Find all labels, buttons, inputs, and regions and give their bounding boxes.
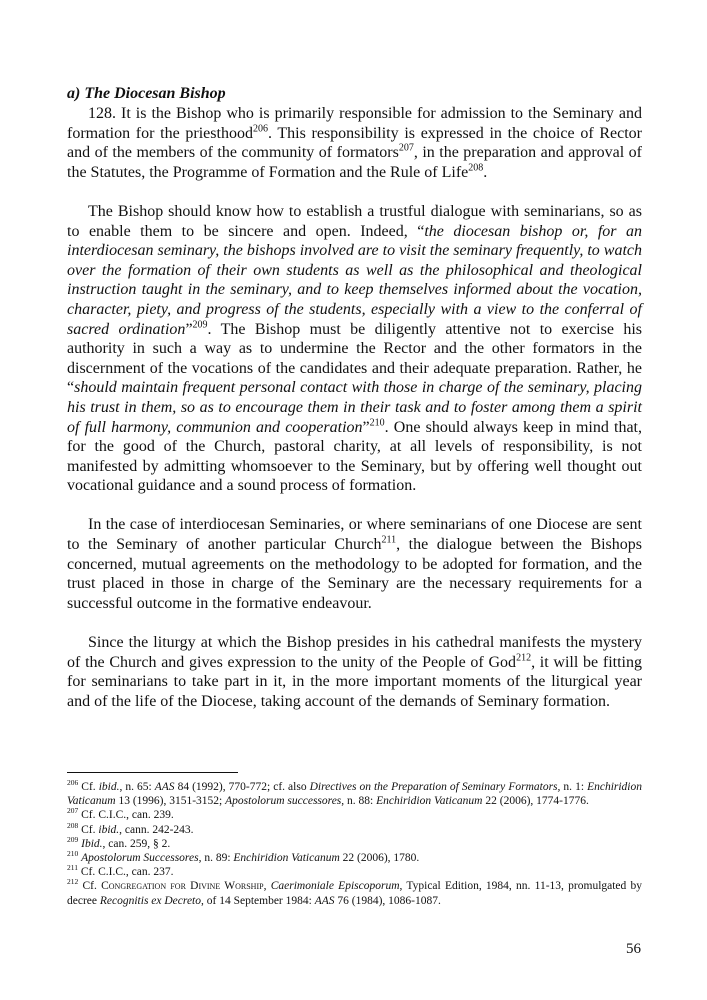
- footnote-208: [67, 820, 642, 837]
- footnote-number: 211: [67, 863, 78, 873]
- footnote-citation: ibid.: [98, 781, 120, 793]
- footnote-text: , Typical Edition, 1984, nn. 11-13, promulgated by decree: [67, 880, 643, 907]
- footnote-text: Cf.: [78, 880, 102, 893]
- paragraph-text: 128. It is the Bishop who is primarily responsible for admission to the Seminary and formation for the priesthood: [67, 105, 642, 142]
- footnote-number: 206: [67, 778, 79, 788]
- footnote-206: [67, 780, 642, 808]
- footnote-ref-209[interactable]: 209: [192, 319, 208, 331]
- footnote-number: 210: [67, 849, 79, 859]
- footnote-text: , n. 65:: [119, 781, 155, 793]
- footnote-citation: AAS: [154, 781, 175, 793]
- footnote-citation: Enchiridion Vaticanum: [67, 781, 643, 808]
- footnote-209: [67, 834, 642, 851]
- footnote-ref-212[interactable]: 212: [516, 652, 532, 664]
- footnote-text: 84 (1992), 770-772; cf. also: [174, 781, 310, 793]
- paragraph-text: , it will be fitting for seminarians to take part in it, in the more important moments of the liturgical year and of the life of the Diocese, taking account of the demands of Seminary formation.: [67, 653, 643, 710]
- paragraph-text: ”: [185, 320, 193, 338]
- footnote-citation: Apostolorum Successores: [81, 852, 199, 865]
- footnote-citation: Caerimoniale Episcoporum: [270, 880, 400, 893]
- paragraph-bishop-dialogue: [67, 202, 642, 496]
- footnote-text: , of 14 September 1984:: [201, 894, 315, 907]
- footnote-text: 76 (1984), 1086-1087.: [334, 894, 441, 907]
- footnote-number: 207: [67, 806, 79, 816]
- footnote-211: [67, 865, 642, 879]
- footnote-number: 209: [67, 834, 79, 844]
- footnote-citation: ibid.: [98, 823, 120, 836]
- paragraph-interdiocesan: [67, 515, 642, 613]
- footnote-text: 22 (2006), 1774-1776.: [482, 795, 589, 808]
- footnote-text: , n. 89:: [198, 852, 234, 865]
- paragraph-text: . One should always keep in mind that, for the good of the Church, pastoral charity, at all levels of responsibility, is not manifested by admitting whomsoever to the Seminary, but by offering well thought out vocational guidance and a sound process of formation.: [67, 418, 642, 495]
- footnote-separator: [67, 772, 238, 773]
- quotation: should maintain frequent personal contact with those in charge of the seminary, placing his trust in them, so as to encourage them in their task and to foster among them a spirit of full harmony, communion and cooperation: [67, 379, 642, 436]
- paragraph-text: , in the preparation and approval of the Statutes, the Programme of Formation and the Rule of Life: [67, 144, 643, 181]
- footnote-text: ,: [263, 880, 271, 893]
- footnote-text: Cf.: [78, 823, 99, 836]
- footnote-212: [67, 879, 642, 907]
- footnote-number: 212: [67, 877, 79, 887]
- footnote-text: 13 (1996), 3151-3152;: [115, 795, 226, 808]
- paragraph-text: . The Bishop must be diligently attentive not to exercise his authority in such a way as to undermine the Rector and the other formators in the discernment of the vocations of the candidates and their adequate preparation. Rather, he “: [67, 320, 643, 397]
- footnote-text: , cann. 242-243.: [119, 823, 194, 836]
- footnote-text: , can. 259, § 2.: [102, 837, 171, 850]
- footnote-number: 208: [67, 820, 79, 830]
- footnote-citation: Ibid.: [81, 837, 103, 850]
- footnote-citation: Apostolorum successores: [225, 795, 342, 808]
- footnote-text: Cf. C.I.C., can. 239.: [78, 809, 174, 822]
- footnote-text: 22 (2006), 1780.: [339, 852, 420, 865]
- footnote-text: Cf.: [78, 781, 99, 793]
- paragraph-liturgy: [67, 633, 642, 711]
- paragraph-text: The Bishop should know how to establish a trustful dialogue with seminarians, so as to enable them to be sincere and open. Indeed, “: [67, 202, 642, 240]
- footnote-207: [67, 808, 642, 822]
- footnote-ref-210[interactable]: 210: [369, 417, 385, 429]
- paragraph-text: In the case of interdiocesan Seminaries, or where seminarians of one Diocese are sent to the Seminary of another particular Church: [67, 516, 642, 554]
- footnote-citation: Recognitis ex Decreto: [99, 894, 201, 907]
- footnote-text: , n. 88:: [341, 795, 377, 808]
- footnote-210: [67, 851, 642, 865]
- page-number: 56: [626, 941, 641, 957]
- paragraph-text: , the dialogue between the Bishops concerned, mutual agreements on the methodology to be adopted for formation, and the trust placed in those in charge of the Seminary are the necessary requirements for a successful outcome in the formative endeavour.: [67, 536, 643, 612]
- section-heading: a) The Diocesan Bishop: [67, 85, 226, 102]
- footnote-text: Cf. C.I.C., can. 237.: [77, 866, 174, 879]
- footnote-ref-208[interactable]: 208: [468, 162, 484, 174]
- paragraph-text: . This responsibility is expressed in the choice of Rector and of the members of the community of formators: [67, 124, 642, 162]
- footnote-citation: Enchiridion Vaticanum: [233, 852, 340, 865]
- footnote-citation: Enchiridion Vaticanum: [376, 795, 483, 808]
- paragraph-text: .: [483, 163, 488, 181]
- footnote-ref-207[interactable]: 207: [398, 142, 414, 154]
- paragraph-text: Since the liturgy at which the Bishop presides in his cathedral manifests the mystery of the Church and gives expression to the unity of the People of God: [67, 634, 642, 671]
- paragraph-128: [67, 104, 642, 182]
- footnote-author: Congregation for Divine Worship: [101, 880, 264, 893]
- footnote-text: n. 1:: [560, 781, 588, 793]
- footnote-ref-206[interactable]: 206: [252, 123, 268, 135]
- footnotes: [67, 780, 642, 908]
- quotation: the diocesan bishop or, for an interdiocesan seminary, the bishops involved are to visit the seminary frequently, to watch over the formation of their own students as well as the philosophical and theological instruction taught in the seminary, and to keep themselves informed about the vocation, character, piety, and progress of the students, especially with a view to the conferral of sacred ordination: [67, 222, 643, 338]
- footnote-ref-211[interactable]: 211: [381, 534, 397, 546]
- paragraph-text: ”: [362, 418, 370, 436]
- footnote-citation: Directives on the Preparation of Seminary Formators,: [309, 781, 561, 793]
- footnote-citation: AAS: [314, 894, 335, 907]
- document-body: [67, 84, 642, 731]
